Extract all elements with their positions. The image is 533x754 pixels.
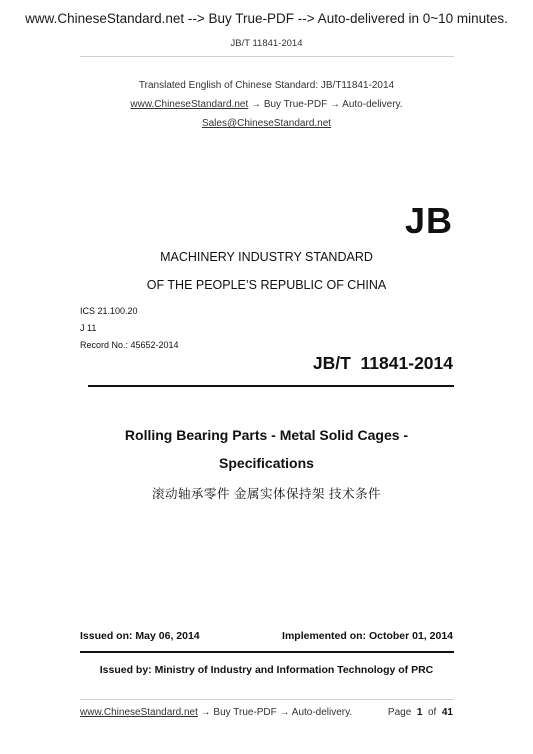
delivery-note: → Buy True-PDF → Auto-delivery.: [248, 99, 403, 110]
footer-site-link[interactable]: www.ChineseStandard.net: [80, 707, 198, 718]
document-title-chinese: 滚动轴承零件 金属实体保持架 技术条件: [152, 487, 381, 501]
issued-date: Issued on: May 06, 2014: [80, 630, 200, 642]
document-title-line2: Specifications: [219, 455, 314, 471]
of-label: of: [427, 707, 437, 718]
title-divider: [88, 385, 454, 387]
dates-divider: [80, 651, 454, 653]
footer-divider: [80, 699, 454, 700]
page-number: 1: [416, 707, 423, 718]
issuing-authority: Issued by: Ministry of Industry and Information Technology of PRC: [99, 664, 434, 676]
record-number: Record No.: 45652-2014: [80, 340, 179, 350]
standard-logo: JB: [404, 200, 453, 241]
site-link[interactable]: www.ChineseStandard.net: [130, 99, 249, 110]
footer-delivery-note: → Buy True-PDF → Auto-delivery.: [197, 707, 353, 718]
standard-type-line2: OF THE PEOPLE’S REPUBLIC OF CHINA: [146, 278, 387, 292]
header-divider: [80, 56, 454, 57]
translation-note: Translated English of Chinese Standard: JB/T11841-2014: [138, 80, 395, 91]
page-indicator: [388, 707, 453, 718]
ccs-code: J 11: [80, 323, 97, 333]
total-pages: 41: [441, 707, 453, 718]
footer-links: [80, 707, 352, 718]
translation-links: [0, 99, 533, 110]
implemented-date: Implemented on: October 01, 2014: [282, 630, 453, 642]
standard-number: JB/T 11841-2014: [312, 353, 453, 373]
email-line: [0, 118, 533, 129]
document-title-line1: Rolling Bearing Parts - Metal Solid Cages -: [124, 427, 409, 443]
standard-type-line1: MACHINERY INDUSTRY STANDARD: [160, 250, 373, 264]
running-header-code: JB/T 11841-2014: [230, 38, 303, 49]
page-label: Page: [387, 707, 412, 718]
email-link[interactable]: Sales@ChineseStandard.net: [201, 118, 332, 129]
ics-code: ICS 21.100.20: [80, 306, 138, 316]
top-banner: www.ChineseStandard.net --> Buy True-PDF --> Auto-delivered in 0~10 minutes.: [25, 11, 508, 26]
